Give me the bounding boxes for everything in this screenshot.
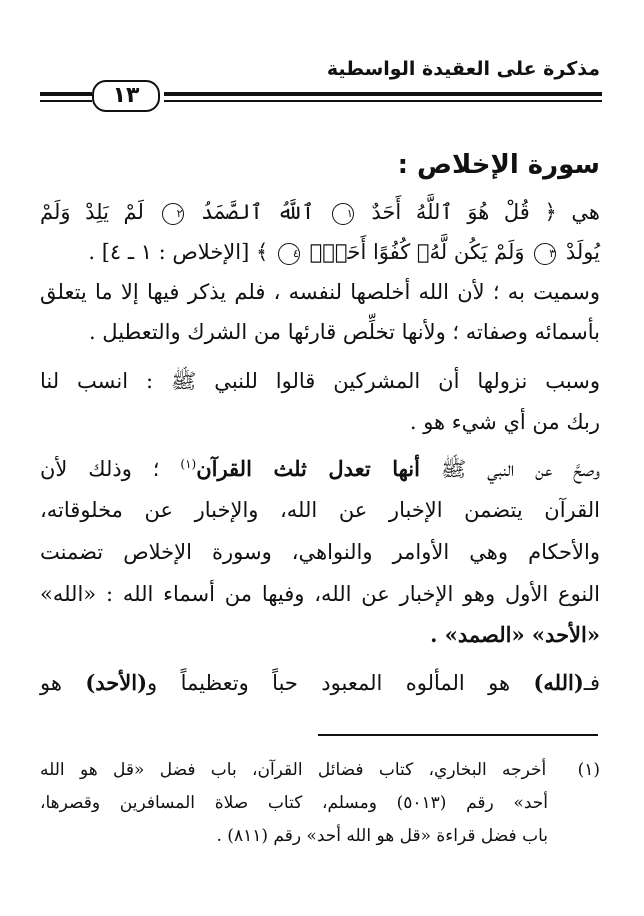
text-span: وصحَّ عن النبي ﷺ: [440, 457, 600, 481]
text-line: وسبب نزولها أن المشركين قالوا للنبي ﷺ : انسب لنا: [40, 369, 600, 393]
text-span: ؛ وذلك لأن: [40, 457, 160, 481]
text-line: ربك من أي شيء هو .: [409, 410, 600, 434]
footnote-marker: (١): [577, 760, 600, 780]
header-rule: [164, 100, 602, 102]
running-title: مذكرة على العقيدة الواسطية: [326, 58, 600, 80]
footnote-ref: (١): [180, 457, 197, 471]
ayah-number: ١: [332, 203, 354, 225]
text-span: هو: [40, 671, 62, 695]
footnote-separator: [318, 734, 598, 736]
footnote-text: أخرجه البخاري، كتاب فضائل القرآن، باب فضل «قل هو الله: [40, 760, 547, 780]
text-line: وسميت به ؛ لأن الله أخلصها لنفسه ، فلم يذكر فيها إلا ما يتعلق: [40, 280, 600, 304]
ayah-number: ٣: [534, 243, 556, 265]
ayah-number: ٢: [162, 203, 184, 225]
text-line: القرآن يتضمن الإخبار عن الله، والإخبار عن مخلوقاته،: [40, 498, 600, 522]
verse-line: [40, 240, 600, 265]
bold-text: أنها تعدل ثلث القرآن: [196, 456, 420, 481]
verse-text: لَمْ يَلِدْ وَلَمْ: [40, 200, 144, 224]
footnote-line: باب فضل قراءة «قل هو الله أحد» رقم (٨١١) .: [216, 826, 548, 846]
text-span: فـ: [583, 671, 600, 695]
page-number: ١٣: [92, 80, 160, 112]
section-heading: سورة الإخلاص :: [397, 150, 600, 180]
text-span: هو المألوه المعبود حباً وتعظيماً و: [147, 671, 511, 695]
verse-intro: هي ﴿: [544, 200, 600, 224]
text-line: والأحكام وهي الأوامر والنواهي، وسورة الإخلاص تضمنت: [40, 540, 600, 564]
text-line: بأسمائه وصفاته ؛ ولأنها تخلِّص قارئها من الشرك والتعطيل .: [88, 320, 600, 344]
text-line: [40, 670, 600, 695]
header-rule: [40, 100, 92, 102]
footnote-line: [40, 760, 600, 780]
header-rule: [164, 92, 602, 96]
text-line: [40, 456, 600, 487]
verse-line: [40, 200, 600, 225]
verse-text: قُلْ هُوَ ٱللَّهُ أَحَدٌ: [371, 200, 530, 224]
text-line: «الأحد» «الصمد» .: [430, 622, 600, 647]
verse-text: ٱللَّهُ ٱلصَّمَدُ: [201, 200, 315, 224]
ayah-number: ٤: [278, 243, 300, 265]
text-line: النوع الأول وهو الإخبار عن الله، وفيها من أسماء الله : «الله»: [40, 582, 600, 606]
bold-text: (الأحد): [85, 670, 148, 695]
verse-reference: ﴾ [الإخلاص : ١ ـ ٤] .: [88, 240, 269, 264]
header-rule: [40, 92, 92, 96]
bold-text: (الله): [533, 670, 584, 695]
verse-text: وَلَمْ يَكُن لَّهُۥ كُفُوًا أَحَدٌۢ: [309, 240, 525, 264]
verse-text: يُولَدْ: [565, 240, 600, 264]
footnote-line: أحد» رقم (٥٠١٣) ومسلم، كتاب صلاة المسافرين وقصرها،: [40, 793, 548, 813]
